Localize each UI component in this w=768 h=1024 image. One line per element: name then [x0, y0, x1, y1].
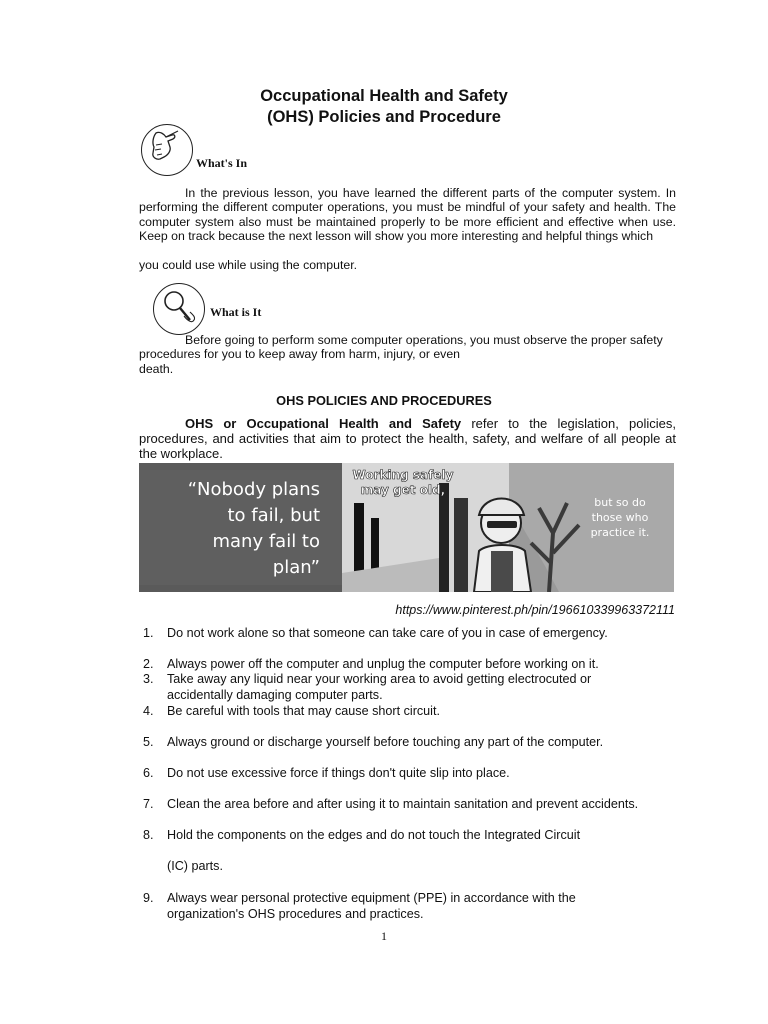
list-item-number: 2. — [143, 657, 154, 671]
banner-caption-right-2: those who — [591, 511, 649, 524]
whats-in-paragraph — [139, 186, 676, 243]
hand-icon — [141, 124, 193, 176]
list-item-number: 5. — [143, 735, 154, 749]
list-item-text: Take away any liquid near your working area to avoid getting electrocuted or accidentally damaging computer parts. — [167, 672, 592, 702]
whats-in-label: What's In — [196, 156, 248, 170]
list-item-text: Do not work alone so that someone can take care of you in case of emergency. — [167, 626, 608, 640]
ohs-definition-text: refer to the legislation, policies, procedures, and activities that aim to protect the health, safety, and welfare of all people at the workplace. — [139, 416, 676, 462]
safety-banner-image — [139, 463, 674, 592]
whats-in-paragraph-end: you could use while using the computer. — [139, 258, 358, 272]
list-item-text: Do not use excessive force if things don't quite slip into place. — [167, 766, 510, 780]
ohs-term: OHS or Occupational Health and Safety — [185, 416, 462, 431]
what-is-it-label: What is It — [210, 305, 262, 319]
banner-caption-left-1: Working safely — [352, 468, 454, 482]
title-line-1: Occupational Health and Safety — [260, 87, 508, 105]
list-item-text: Hold the components on the edges and do not touch the Integrated Circuit — [167, 828, 581, 842]
list-item-text: Be careful with tools that may cause short circuit. — [167, 704, 440, 718]
list-item-number: 8. — [143, 828, 154, 842]
list-item-text: Always ground or discharge yourself before touching any part of the computer. — [167, 735, 604, 749]
banner-quote-line-1: “Nobody plans — [187, 479, 320, 500]
list-item-text: Always power off the computer and unplug the computer before working on it. — [167, 657, 599, 671]
list-item-number: 9. — [143, 891, 154, 905]
list-item-number: 3. — [143, 672, 154, 686]
banner-caption-right-1: but so do — [594, 496, 646, 509]
banner-caption-right-3: practice it. — [590, 526, 650, 539]
ohs-heading: OHS POLICIES AND PROCEDURES — [276, 393, 492, 408]
list-item-text: Clean the area before and after using it to maintain sanitation and prevent accidents. — [167, 797, 639, 811]
list-item-number: 4. — [143, 704, 154, 718]
banner-caption-left-2: may get old, — [360, 483, 446, 497]
magnifier-icon — [153, 283, 205, 335]
what-is-it-paragraph — [139, 333, 676, 362]
banner-quote-line-2: to fail, but — [227, 505, 320, 526]
page-title — [0, 86, 768, 128]
source-url: https://www.pinterest.ph/pin/196610339963372111 — [395, 603, 675, 617]
ohs-definition — [139, 416, 676, 462]
list-item-text: Always wear personal protective equipment (PPE) in accordance with the organization's OHS procedures and practices. — [167, 891, 576, 921]
title-line-2: (OHS) Policies and Procedure — [267, 108, 501, 126]
what-is-it-paragraph-end: death. — [139, 362, 174, 376]
banner-quote-line-4: plan” — [272, 557, 320, 578]
list-item-text: (IC) parts. — [167, 859, 223, 873]
list-item-number: 1. — [143, 626, 154, 640]
list-item-number: 7. — [143, 797, 154, 811]
whats-in-text: In the previous lesson, you have learned the different parts of the computer system. In performing the different computer operations, you must be mindful of your safety and health. The computer system also must be maintained properly to be more efficient and effective when use. Keep on track because the next lesson will show you more interesting and helpful things which — [139, 186, 676, 243]
list-item-number: 6. — [143, 766, 154, 780]
banner-quote-line-3: many fail to — [212, 531, 320, 552]
what-is-it-text: Before going to perform some computer operations, you must observe the proper safety procedures for you to keep away from harm, injury, or even — [139, 333, 663, 362]
page-number: 1 — [381, 929, 387, 943]
